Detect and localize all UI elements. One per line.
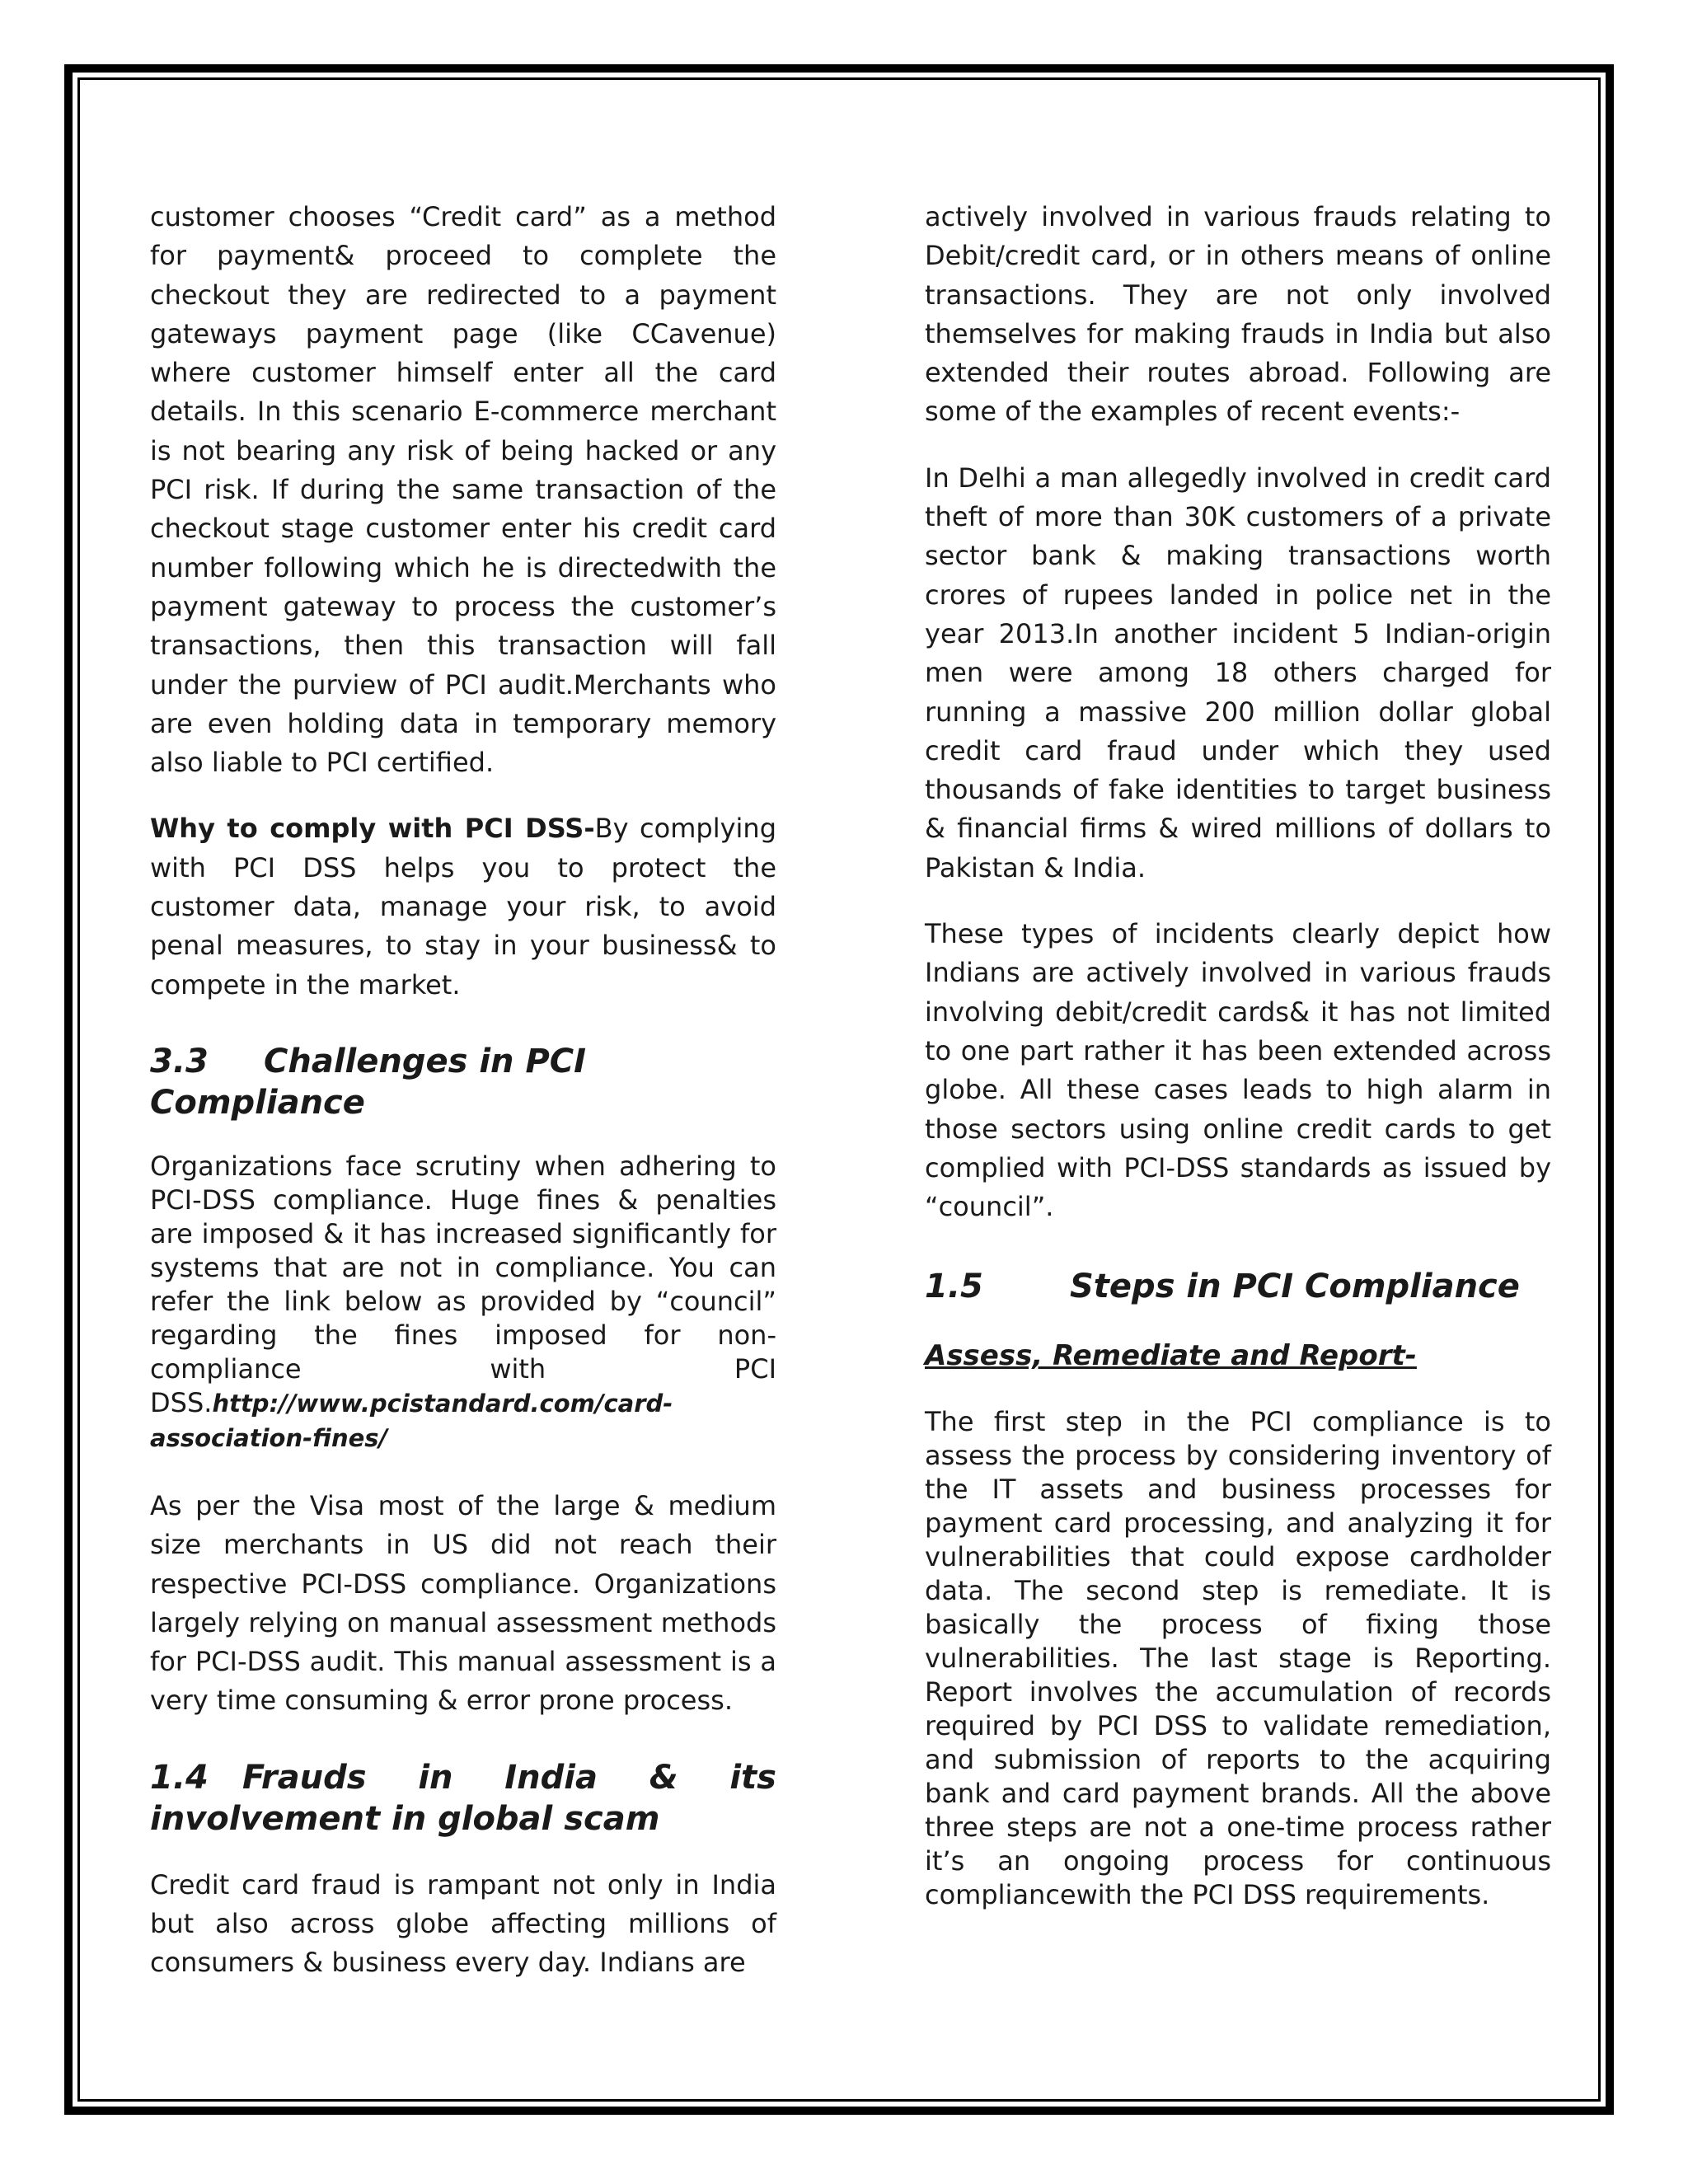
paragraph-indians-involved: actively involved in various frauds relating to Debit/credit card, or in others means of online transactions. They are not only involved themselves for making frauds in India but also extended their routes abroad. Following are some of the examples of recent events:- bbox=[925, 201, 1551, 428]
why-comply-label: Why to comply with PCI DSS- bbox=[150, 813, 595, 845]
heading-frauds-india bbox=[150, 1757, 776, 1840]
paragraph-fraud-rampant: Credit card fraud is rampant not only in India but also across globe affecting millions of consumers & business every day. Indians are bbox=[150, 1868, 776, 1979]
fines-link[interactable]: http://www.pcistandard.com/card-association-fines/ bbox=[150, 1389, 673, 1452]
heading-steps bbox=[925, 1266, 1551, 1307]
paragraph-delhi-incident: In Delhi a man allegedly involved in credit card theft of more than 30K customers of a private sector bank & making transactions worth crores of rupees landed in police net in the year 2013.In another incident 5 Indian-origin men were among 18 others charged for running a massive 200 million dollar global credit card fraud under which they used thousands of fake identities to target business & financial firms & wired millions of dollars to Pakistan & India. bbox=[925, 462, 1551, 883]
heading-frauds-number: 1.4 bbox=[150, 1758, 209, 1797]
paragraph-challenges bbox=[150, 1150, 776, 1455]
paragraph-visa: As per the Visa most of the large & medium size merchants in US did not reach their respective PCI-DSS compliance. Organizations largely relying on manual assessment methods for PCI-DSS audit. This manual assessment is a very time consuming & error prone process. bbox=[150, 1489, 776, 1717]
paragraph-incidents-depict: These types of incidents clearly depict how Indians are actively involved in various frauds involving debit/credit cards& it has not limited to one part rather it has been extended across globe. All these cases leads to high alarm in those sectors using online credit cards to get complied with PCI-DSS standards as issued by “council”. bbox=[925, 918, 1551, 1223]
heading-steps-number: 1.5 bbox=[925, 1268, 983, 1306]
heading-challenges-number: 3.3 bbox=[150, 1042, 209, 1080]
paragraph-payment-gateway: customer chooses “Credit card” as a method for payment& proceed to complete the checkout they are redirected to a payment gateways payment page (like CCavenue) where customer himself enter all the card details. In this scenario E-commerce merchant is not bearing any risk of being hacked or any PCI risk. If during the same transaction of the checkout stage customer enter his credit card number following which he is directedwith the payment gateway to process the customer’s transactions, then this transaction will fall under the purview of PCI audit.Merchants who are even holding data in temporary memory also liable to PCI certified. bbox=[150, 201, 776, 779]
right-column bbox=[925, 198, 1551, 1912]
paragraph-steps: The first step in the PCI compliance is to assess the process by considering inventory of the IT assets and business processes for payment card processing, and analyzing it for vulnerabilities that could expose cardholder data. The second step is remediate. It is basically the process of fixing those vulnerabilities. The last stage is Reporting. Report involves the accumulation of records required by PCI DSS to validate remediation, and submission of reports to the acquiring bank and card payment brands. All the above three steps are not a one-time process rather it’s an ongoing process for continuous compliancewith the PCI DSS requirements. bbox=[925, 1406, 1551, 1911]
left-column bbox=[150, 198, 776, 1983]
subheading-assess-remediate-report: Assess, Remediate and Report- bbox=[925, 1339, 1417, 1373]
heading-frauds-title: Frauds in India & its involvement in global scam bbox=[150, 1758, 776, 1838]
challenges-text: Organizations face scrutiny when adhering to PCI-DSS compliance. Huge fines & penalties are imposed & it has increased significantly for systems that are not in compliance. You can refer the link below as provided by “council” regarding the fines imposed for non-compliance with PCI DSS. bbox=[150, 1150, 776, 1418]
heading-steps-title: Steps in PCI Compliance bbox=[1070, 1268, 1520, 1306]
heading-challenges bbox=[150, 1041, 776, 1123]
why-comply-text: By complying with PCI DSS helps you to protect the customer data, manage your risk, to avoid penal measures, to stay in your business& to compete in the market. bbox=[150, 813, 776, 1001]
heading-challenges-title: Challenges in PCI Compliance bbox=[150, 1042, 587, 1122]
paragraph-why-comply bbox=[150, 809, 776, 1004]
